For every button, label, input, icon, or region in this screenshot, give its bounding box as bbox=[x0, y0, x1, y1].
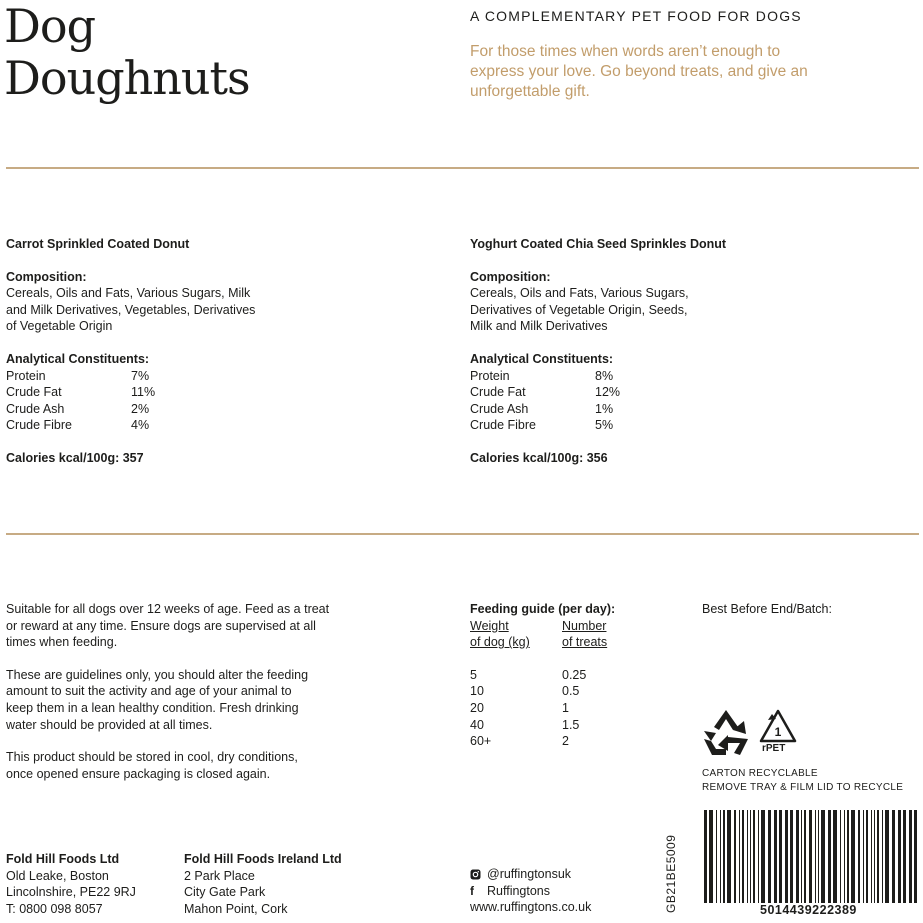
feeding-guide-row bbox=[470, 717, 670, 734]
barcode-bar bbox=[758, 810, 759, 903]
recycling-notice bbox=[702, 767, 903, 795]
treats-cell: 1 bbox=[562, 700, 569, 715]
barcode-bar bbox=[723, 810, 725, 903]
barcode-bar bbox=[840, 810, 841, 903]
storage-paragraph: This product should be stored in cool, dry conditions, once opened ensure packaging is closed again. bbox=[6, 750, 298, 781]
treats-cell: 1.5 bbox=[562, 717, 580, 732]
recycle-icon bbox=[700, 707, 752, 757]
feeding-guide-row bbox=[470, 733, 670, 750]
product-info-yoghurt bbox=[470, 236, 790, 467]
website-link[interactable]: www.ruffingtons.co.uk bbox=[470, 900, 592, 915]
constituent-name: Crude Fibre bbox=[6, 418, 72, 433]
constituent-value: 2% bbox=[131, 401, 150, 416]
barcode-bar bbox=[882, 810, 883, 903]
address-uk bbox=[6, 851, 136, 917]
address-ireland bbox=[184, 851, 342, 917]
constituent-value: 12% bbox=[595, 385, 621, 400]
company-name: Fold Hill Foods Ltd bbox=[6, 852, 120, 866]
constituent-value: 8% bbox=[595, 368, 614, 383]
constituent-row bbox=[6, 417, 326, 434]
instructions-paragraph: These are guidelines only, you should alter the feeding amount to suit the activity and age of your animal to keep them in a lean healthy condition. Fresh drinking water should be provided at all times. bbox=[6, 667, 309, 732]
barcode-bar bbox=[885, 810, 889, 903]
weight-column-header: Weight of dog (kg) bbox=[470, 618, 530, 650]
facebook-link[interactable] bbox=[470, 883, 591, 900]
product-name: Yoghurt Coated Chia Seed Sprinkles Donut bbox=[470, 237, 727, 251]
feeding-guide-row bbox=[470, 683, 670, 700]
constituent-row bbox=[6, 401, 326, 418]
instagram-icon bbox=[470, 869, 481, 880]
barcode-bar bbox=[774, 810, 777, 903]
barcode-bar bbox=[871, 810, 872, 903]
barcode-bar bbox=[874, 810, 875, 903]
barcode-bar bbox=[877, 810, 879, 903]
recycling-line: CARTON RECYCLABLE bbox=[702, 768, 818, 779]
tagline: For those times when words aren’t enough to express your love. Go beyond treats, and give an unforgettable gift. bbox=[470, 43, 808, 100]
constituent-row bbox=[470, 417, 790, 434]
constituents-label: Analytical Constituents: bbox=[6, 351, 150, 366]
barcode-bar bbox=[739, 810, 740, 903]
constituent-row bbox=[470, 368, 790, 385]
constituent-row bbox=[470, 384, 790, 401]
barcode-bar bbox=[851, 810, 855, 903]
constituent-name: Protein bbox=[470, 368, 510, 383]
composition-label: Composition: bbox=[6, 269, 87, 284]
barcode-bar bbox=[844, 810, 845, 903]
barcode-bar bbox=[801, 810, 802, 903]
pet-label: rPET bbox=[762, 743, 786, 754]
social-links bbox=[470, 866, 591, 916]
constituents-label: Analytical Constituents: bbox=[470, 351, 614, 366]
constituent-value: 11% bbox=[131, 385, 156, 400]
treats-column-header: Number of treats bbox=[562, 618, 608, 650]
barcode-bar bbox=[734, 810, 736, 903]
barcode-bar bbox=[768, 810, 771, 903]
barcode-bar bbox=[892, 810, 895, 903]
barcode-bar bbox=[796, 810, 799, 903]
recycling-line: REMOVE TRAY & FILM LID TO RECYCLE bbox=[702, 782, 904, 793]
barcode-bar bbox=[909, 810, 912, 903]
weight-cell: 60+ bbox=[470, 734, 492, 749]
facebook-icon: f bbox=[470, 883, 474, 898]
pet-number: 1 bbox=[774, 725, 782, 739]
barcode-bar bbox=[804, 810, 806, 903]
barcode-bar bbox=[815, 810, 816, 903]
barcode-bar bbox=[785, 810, 788, 903]
barcode-number: 5014439222389 bbox=[760, 903, 857, 917]
company-address: 2 Park Place City Gate Park Mahon Point, Cork bbox=[184, 868, 288, 916]
barcode-bar bbox=[720, 810, 721, 903]
weight-cell: 5 bbox=[470, 667, 477, 682]
barcode-bar bbox=[790, 810, 793, 903]
constituent-value: 7% bbox=[131, 368, 150, 383]
barcode-bar bbox=[866, 810, 868, 903]
barcode-bar bbox=[742, 810, 744, 903]
constituent-name: Crude Ash bbox=[6, 401, 65, 416]
barcode-bar bbox=[753, 810, 755, 903]
constituent-name: Protein bbox=[6, 368, 46, 383]
barcode-bar bbox=[858, 810, 860, 903]
company-name: Fold Hill Foods Ireland Ltd bbox=[184, 852, 342, 866]
product-name: Carrot Sprinkled Coated Donut bbox=[6, 237, 190, 251]
batch-code-vertical: GB21BE5009 bbox=[664, 834, 678, 913]
barcode-bar bbox=[779, 810, 782, 903]
feeding-instructions bbox=[6, 601, 386, 782]
feeding-guide-row bbox=[470, 667, 670, 684]
barcode-bar bbox=[821, 810, 825, 903]
product-subtitle: A COMPLEMENTARY PET FOOD FOR DOGS bbox=[470, 8, 802, 24]
barcode-bar bbox=[716, 810, 717, 903]
constituent-row bbox=[6, 384, 326, 401]
treats-cell: 2 bbox=[562, 734, 569, 749]
barcode-bar bbox=[727, 810, 731, 903]
constituent-name: Crude Fat bbox=[6, 385, 62, 400]
weight-cell: 10 bbox=[470, 684, 484, 699]
weight-cell: 20 bbox=[470, 700, 484, 715]
barcode-bar bbox=[809, 810, 812, 903]
calories: Calories kcal/100g: 357 bbox=[6, 450, 144, 465]
barcode bbox=[702, 810, 918, 903]
constituent-value: 4% bbox=[131, 418, 150, 433]
feeding-guide-title: Feeding guide (per day): bbox=[470, 602, 616, 616]
barcode-bar bbox=[833, 810, 837, 903]
best-before-label: Best Before End/Batch: bbox=[702, 602, 832, 616]
barcode-bar bbox=[914, 810, 917, 903]
barcode-bar bbox=[847, 810, 849, 903]
barcode-bar bbox=[750, 810, 751, 903]
constituent-row bbox=[6, 368, 326, 385]
constituent-name: Crude Fat bbox=[470, 385, 526, 400]
feeding-guide-row bbox=[470, 700, 670, 717]
constituent-name: Crude Ash bbox=[470, 401, 529, 416]
product-info-carrot bbox=[6, 236, 326, 467]
constituent-value: 1% bbox=[595, 401, 614, 416]
product-title: Dog Doughnuts bbox=[4, 0, 250, 105]
composition-text: Cereals, Oils and Fats, Various Sugars, Derivatives of Vegetable Origin, Seeds, Milk and Milk Derivatives bbox=[470, 286, 689, 334]
barcode-bar bbox=[704, 810, 707, 903]
barcode-bar bbox=[863, 810, 864, 903]
instagram-handle: @ruffingtonsuk bbox=[487, 867, 572, 881]
divider-top bbox=[6, 167, 919, 169]
barcode-bar bbox=[903, 810, 906, 903]
barcode-bar bbox=[898, 810, 901, 903]
barcode-bar bbox=[747, 810, 748, 903]
weight-cell: 40 bbox=[470, 717, 484, 732]
barcode-bar bbox=[828, 810, 831, 903]
barcode-bar bbox=[761, 810, 765, 903]
feeding-guide-header bbox=[470, 618, 670, 651]
composition-text: Cereals, Oils and Fats, Various Sugars, Milk and Milk Derivatives, Vegetables, Derivatives of Vegetable Origin bbox=[6, 286, 256, 334]
constituent-row bbox=[470, 401, 790, 418]
treats-cell: 0.5 bbox=[562, 684, 580, 699]
treats-cell: 0.25 bbox=[562, 667, 587, 682]
feeding-guide-table bbox=[470, 601, 670, 750]
constituent-value: 5% bbox=[595, 418, 614, 433]
company-address: Old Leake, Boston Lincolnshire, PE22 9RJ T: 0800 098 8057 bbox=[6, 868, 136, 916]
instagram-link[interactable] bbox=[470, 866, 591, 883]
divider-middle bbox=[6, 533, 919, 535]
calories: Calories kcal/100g: 356 bbox=[470, 450, 608, 465]
pet-recycling-triangle-icon bbox=[758, 708, 798, 748]
barcode-bar bbox=[709, 810, 713, 903]
instructions-paragraph: Suitable for all dogs over 12 weeks of age. Feed as a treat or reward at any time. Ensure dogs are supervised at all times when feeding. bbox=[6, 602, 330, 650]
constituent-name: Crude Fibre bbox=[470, 418, 536, 433]
facebook-name: Ruffingtons bbox=[487, 883, 551, 898]
barcode-bar bbox=[818, 810, 819, 903]
composition-label: Composition: bbox=[470, 269, 551, 284]
